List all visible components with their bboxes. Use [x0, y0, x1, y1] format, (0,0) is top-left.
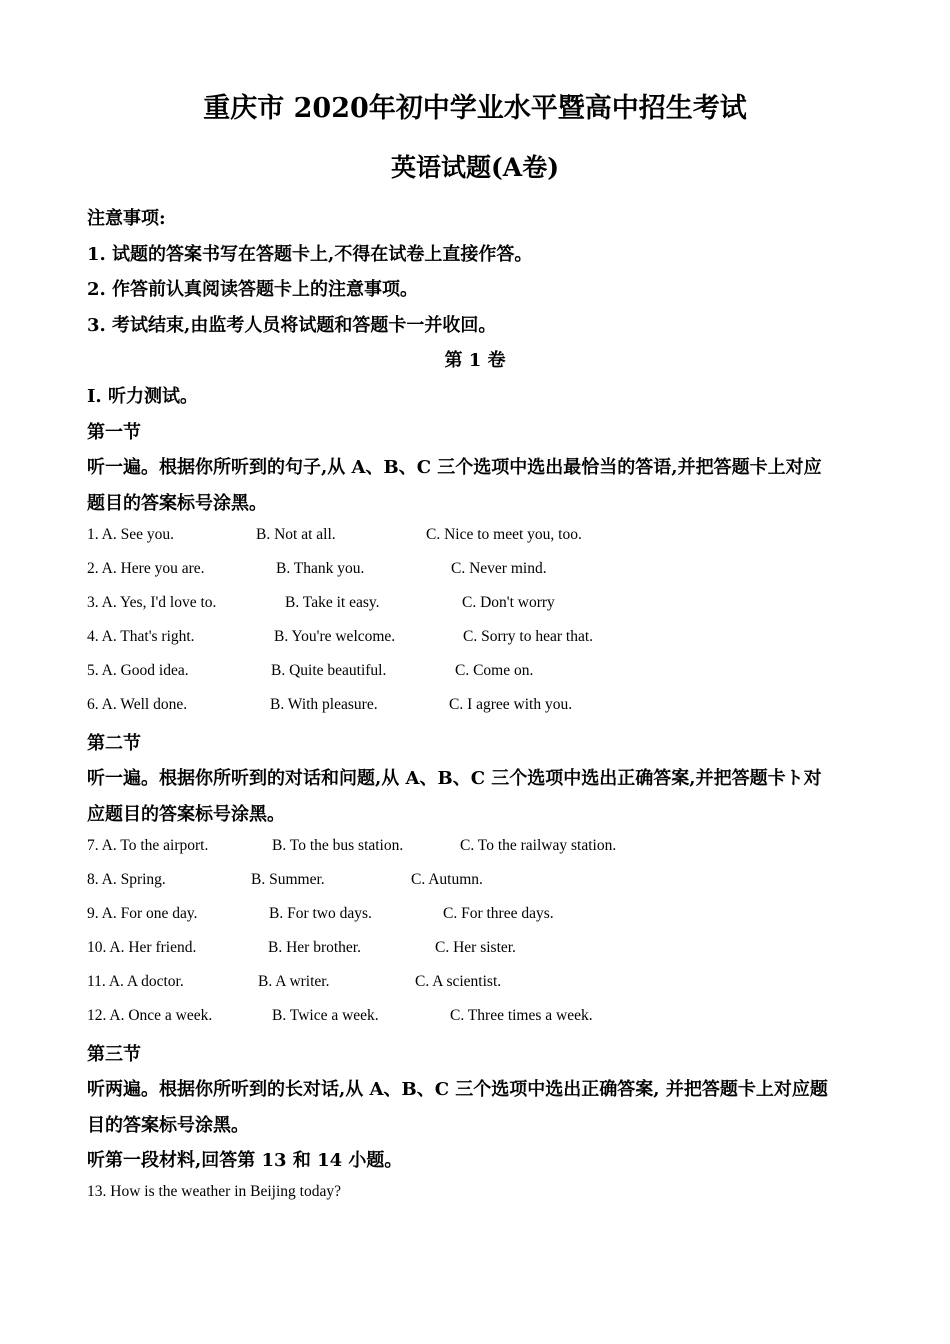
option-a: 3. A. Yes, I'd love to. [87, 594, 217, 611]
section-instruction: 目的答案标号涂黑。 [87, 1115, 249, 1136]
section-instruction: 听一遍。根据你所听到的句子,从 A、B、C 三个选项中选出最恰当的答语,并把答题卡上对应 [87, 457, 822, 478]
part-heading: I. 听力测试。 [87, 386, 198, 407]
option-c: C. Nice to meet you, too. [426, 526, 582, 543]
option-a: 2. A. Here you are. [87, 560, 205, 577]
option-a: 11. A. A doctor. [87, 973, 184, 990]
notice-item: 1. 试题的答案书写在答题卡上,不得在试卷上直接作答。 [87, 244, 533, 265]
section-heading: 第三节 [87, 1044, 141, 1065]
section-instruction: 听一遍。根据你所听到的对话和问题,从 A、B、C 三个选项中选出正确答案,并把答题卡ト对 [87, 768, 822, 789]
option-b: B. To the bus station. [272, 837, 404, 854]
option-a: 12. A. Once a week. [87, 1007, 213, 1024]
volume-heading: 第 1 卷 [444, 350, 506, 371]
section-heading: 第一节 [87, 422, 141, 443]
section-instruction: 题目的答案标号涂黑。 [87, 493, 267, 514]
notice-item: 2. 作答前认真阅读答题卡上的注意事项。 [87, 279, 419, 300]
question-stem: 13. How is the weather in Beijing today? [87, 1183, 341, 1200]
option-c: C. Her sister. [435, 939, 516, 956]
option-c: C. A scientist. [415, 973, 502, 990]
option-b: B. A writer. [258, 973, 330, 990]
option-b: B. With pleasure. [270, 696, 378, 713]
notice-item: 3. 考试结束,由监考人员将试题和答题卡一并收回。 [87, 315, 497, 336]
option-c: C. Sorry to hear that. [463, 628, 594, 645]
option-a: 1. A. See you. [87, 526, 174, 543]
option-b: B. Thank you. [276, 560, 365, 577]
option-b: B. For two days. [269, 905, 372, 922]
section-instruction: 听两遍。根据你所听到的长对话,从 A、B、C 三个选项中选出正确答案, 并把答题卡上对应题 [87, 1079, 828, 1100]
option-c: C. Don't worry [462, 594, 555, 611]
option-a: 10. A. Her friend. [87, 939, 197, 956]
option-b: B. You're welcome. [274, 628, 396, 645]
option-c: C. Come on. [455, 662, 534, 679]
option-a: 9. A. For one day. [87, 905, 198, 922]
option-c: C. For three days. [443, 905, 554, 922]
option-c: C. Three times a week. [450, 1007, 593, 1024]
option-b: B. Twice a week. [272, 1007, 379, 1024]
option-a: 7. A. To the airport. [87, 837, 209, 854]
option-b: B. Quite beautiful. [271, 662, 387, 679]
option-a: 5. A. Good idea. [87, 662, 189, 679]
option-b: B. Her brother. [268, 939, 361, 956]
notice-heading: 注意事项: [87, 208, 166, 229]
exam-subtitle: 英语试题(A卷) [390, 153, 560, 182]
option-c: C. To the railway station. [460, 837, 617, 854]
section-heading: 第二节 [87, 733, 141, 754]
option-b: B. Summer. [251, 871, 325, 888]
exam-title: 重庆市 2020年初中学业水平暨高中招生考试 [203, 93, 747, 124]
option-c: C. I agree with you. [449, 696, 573, 713]
option-a: 4. A. That's right. [87, 628, 195, 645]
option-c: C. Autumn. [411, 871, 483, 888]
option-a: 8. A. Spring. [87, 871, 166, 888]
section-instruction: 应题目的答案标号涂黑。 [87, 804, 285, 825]
material-instruction: 听第一段材料,回答第 13 和 14 小题。 [87, 1150, 403, 1171]
option-c: C. Never mind. [451, 560, 547, 577]
option-b: B. Take it easy. [285, 594, 380, 611]
option-a: 6. A. Well done. [87, 696, 188, 713]
option-b: B. Not at all. [256, 526, 336, 543]
